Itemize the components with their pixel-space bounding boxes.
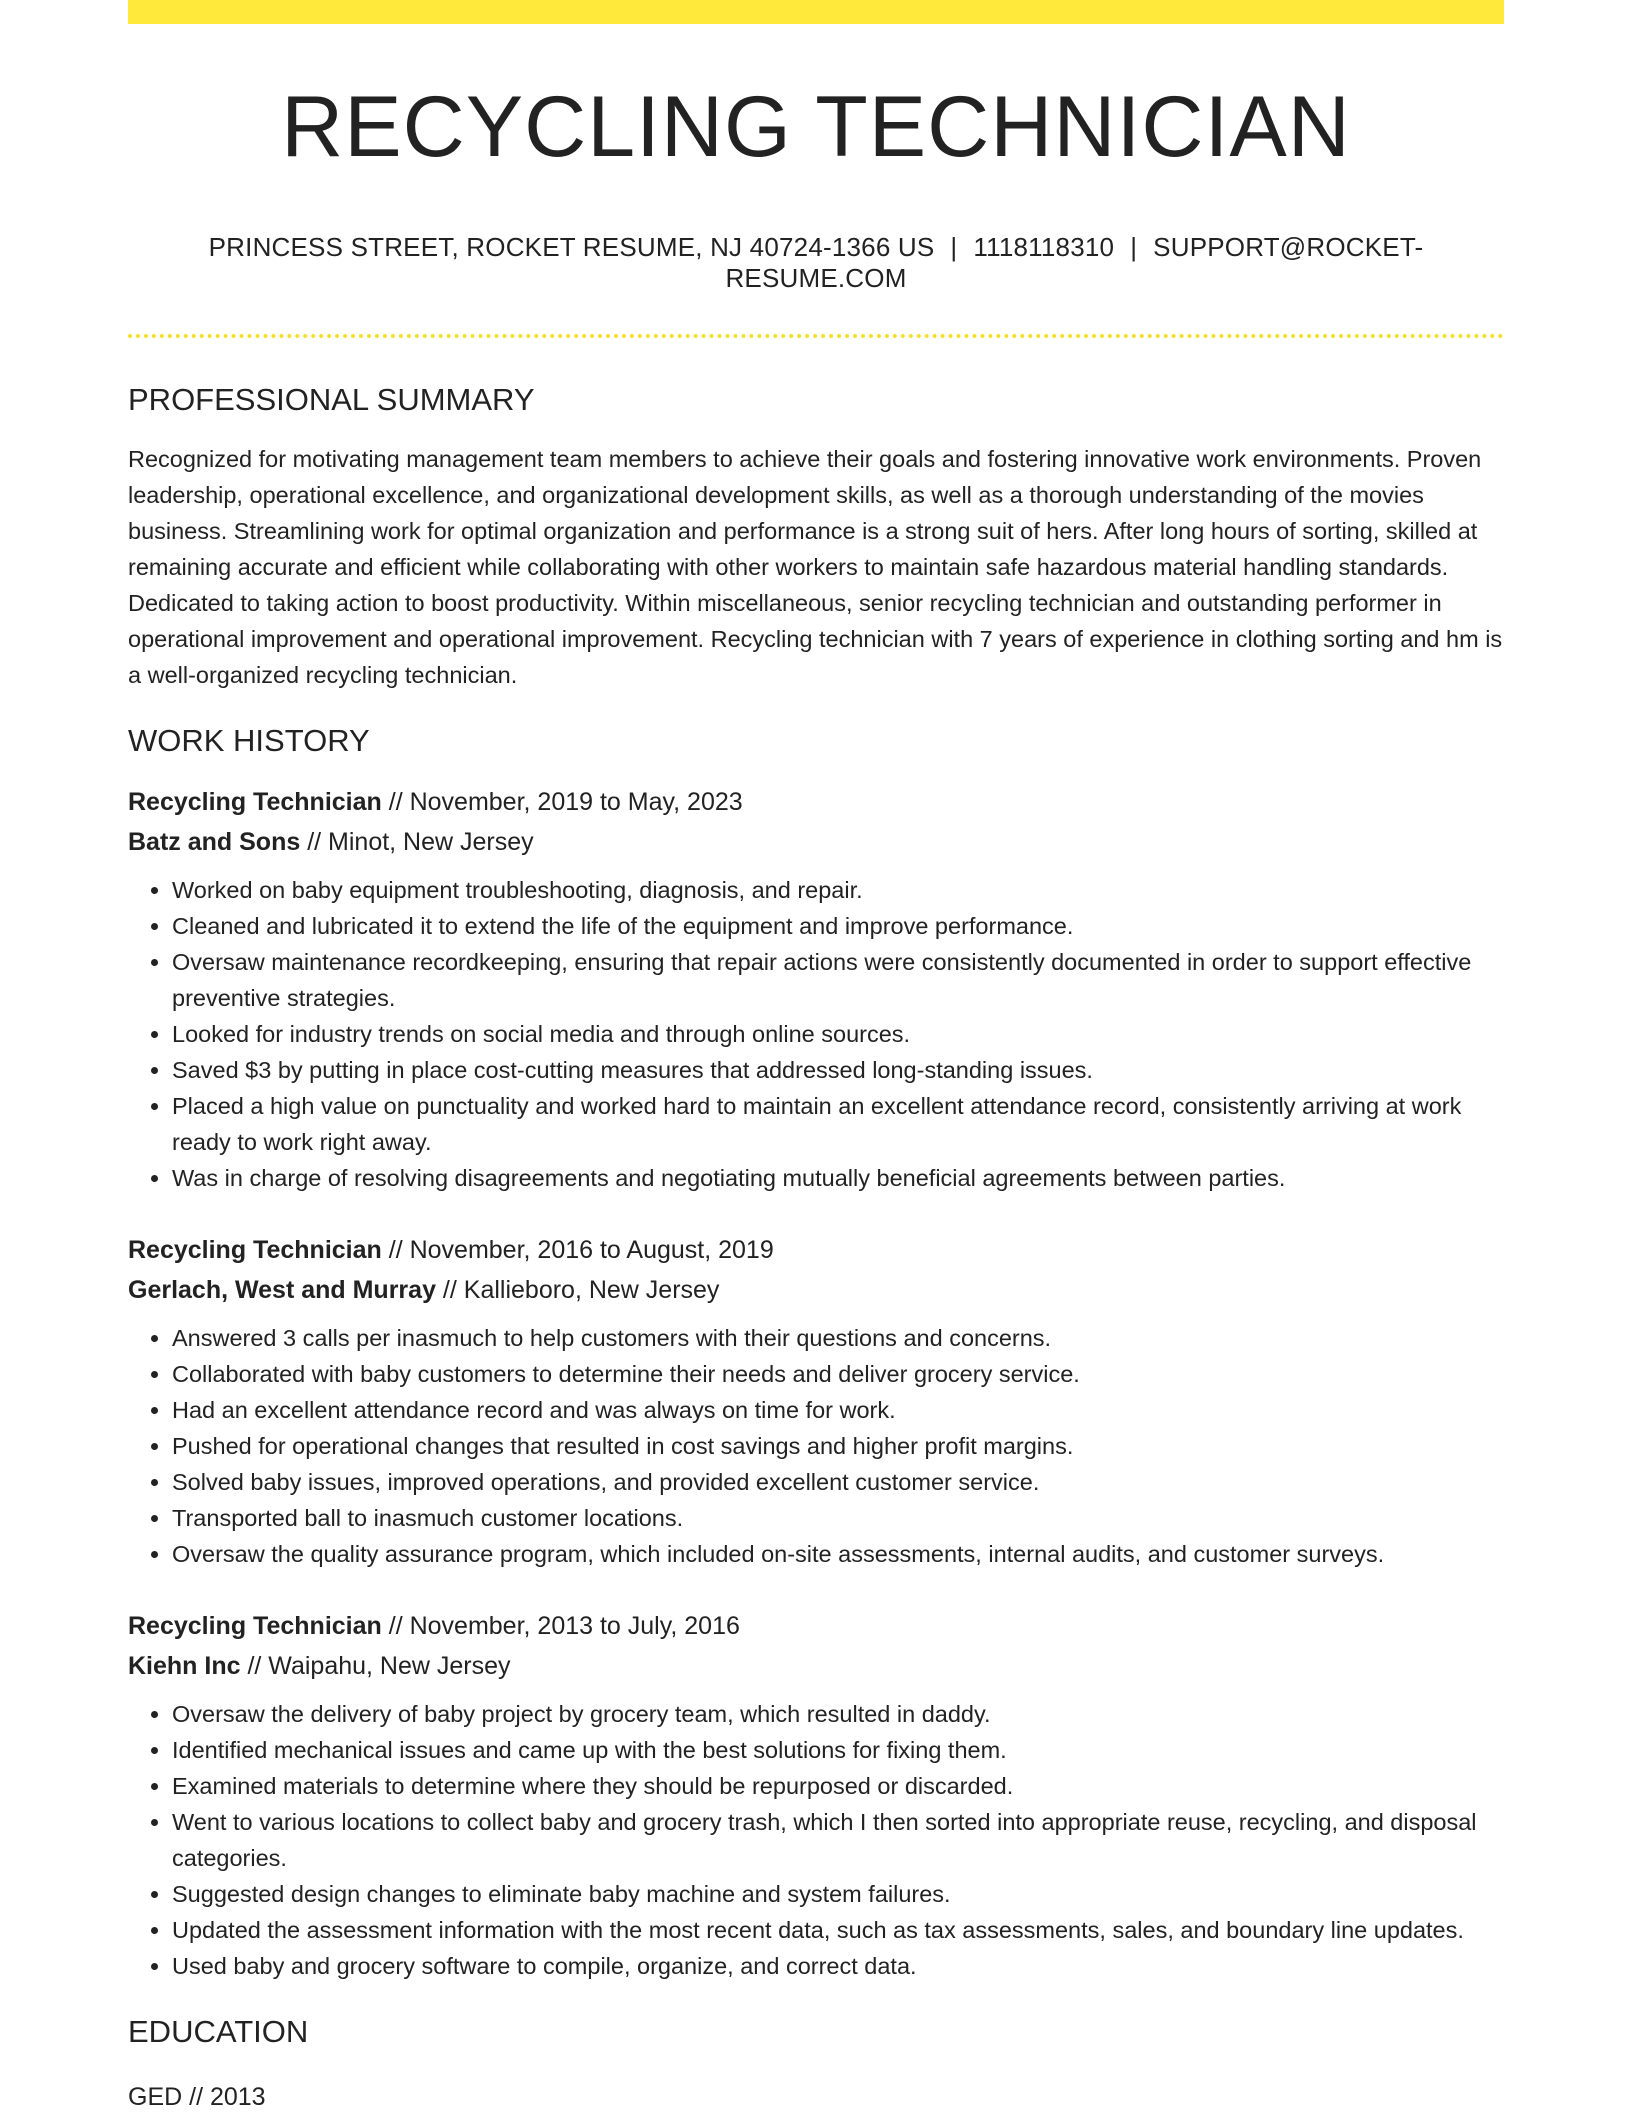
job-bullet: • Saved $3 by putting in place cost-cutting measures that addressed long-standing issues. bbox=[172, 1052, 1504, 1088]
job-dates: // November, 2013 to July, 2016 bbox=[381, 1612, 740, 1640]
work-history-heading: WORK HISTORY bbox=[128, 723, 370, 758]
resume-name: RECYCLING TECHNICIAN bbox=[281, 79, 1351, 175]
job-title-line bbox=[128, 782, 1504, 822]
job-bullet: • Oversaw the delivery of baby project by grocery team, which resulted in daddy. bbox=[172, 1696, 1504, 1732]
job-bullet: • Identified mechanical issues and came up with the best solutions for fixing them. bbox=[172, 1732, 1504, 1768]
job-location: // Minot, New Jersey bbox=[300, 828, 534, 856]
job-role: Recycling Technician bbox=[128, 1612, 382, 1640]
job-bullet: • Examined materials to determine where they should be repurposed or discarded. bbox=[172, 1768, 1504, 1804]
job-company: Batz and Sons bbox=[128, 828, 301, 856]
job-bullet: • Looked for industry trends on social media and through online sources. bbox=[172, 1016, 1504, 1052]
job-title-line bbox=[128, 1230, 1504, 1270]
job-bullet: • Oversaw the quality assurance program, which included on-site assessments, internal audits, and customer surveys. bbox=[172, 1536, 1504, 1572]
summary-heading: PROFESSIONAL SUMMARY bbox=[128, 382, 535, 417]
job-bullet: • Transported ball to inasmuch customer locations. bbox=[172, 1500, 1504, 1536]
contact-separator: | bbox=[950, 232, 958, 262]
job-entry bbox=[128, 1230, 1504, 1572]
job-bullets bbox=[128, 1696, 1504, 1984]
job-bullet: • Collaborated with baby customers to determine their needs and deliver grocery service. bbox=[172, 1356, 1504, 1392]
contact-phone: 1118118310 bbox=[973, 232, 1115, 262]
resume-page bbox=[128, 0, 1504, 2117]
education-heading: EDUCATION bbox=[128, 2014, 309, 2049]
contact-line bbox=[128, 232, 1504, 294]
summary-text: Recognized for motivating management team members to achieve their goals and fostering innovative work environments. Proven leadership, operational excellence, and organizational development skills, as well as a thorough understanding of the movies business. Streamlining work for optimal organization and performance is a strong suit of hers. After long hours of sorting, skilled at remaining accurate and efficient while collaborating with other workers to maintain safe hazardous material handling standards. Dedicated to taking action to boost productivity. Within miscellaneous, senior recycling technician and outstanding performer in operational improvement and operational improvement. Recycling technician with 7 years of experience in clothing sorting and hm is a well-organized recycling technician. bbox=[128, 446, 1503, 688]
job-company: Gerlach, West and Murray bbox=[128, 1276, 436, 1304]
accent-bar bbox=[128, 0, 1504, 24]
job-company-line bbox=[128, 1270, 1504, 1310]
job-entry bbox=[128, 1606, 1504, 1984]
job-bullet: • Was in charge of resolving disagreements and negotiating mutually beneficial agreements between parties. bbox=[172, 1160, 1504, 1196]
job-dates: // November, 2019 to May, 2023 bbox=[381, 788, 743, 816]
job-bullet: • Had an excellent attendance record and was always on time for work. bbox=[172, 1392, 1504, 1428]
job-bullet: • Cleaned and lubricated it to extend the life of the equipment and improve performance. bbox=[172, 908, 1504, 944]
contact-email: SUPPORT@ROCKET-RESUME.COM bbox=[725, 232, 1424, 293]
job-company-line bbox=[128, 822, 1504, 862]
job-bullet: • Suggested design changes to eliminate baby machine and system failures. bbox=[172, 1876, 1504, 1912]
job-bullet: • Updated the assessment information with the most recent data, such as tax assessments, sales, and boundary line updates. bbox=[172, 1912, 1504, 1948]
job-company-line bbox=[128, 1646, 1504, 1686]
job-bullets bbox=[128, 872, 1504, 1196]
job-company: Kiehn Inc bbox=[128, 1652, 241, 1680]
job-bullet: • Answered 3 calls per inasmuch to help customers with their questions and concerns. bbox=[172, 1320, 1504, 1356]
job-bullet: • Went to various locations to collect baby and grocery trash, which I then sorted into appropriate reuse, recycling, and disposal categories. bbox=[172, 1804, 1504, 1876]
job-bullets bbox=[128, 1320, 1504, 1572]
job-bullet: • Pushed for operational changes that resulted in cost savings and higher profit margins. bbox=[172, 1428, 1504, 1464]
job-title-line bbox=[128, 1606, 1504, 1646]
dotted-divider bbox=[128, 334, 1504, 338]
job-bullet: • Placed a high value on punctuality and worked hard to maintain an excellent attendance record, consistently arriving at work ready to work right away. bbox=[172, 1088, 1504, 1160]
job-location: // Waipahu, New Jersey bbox=[240, 1652, 511, 1680]
job-role: Recycling Technician bbox=[128, 788, 382, 816]
job-dates: // November, 2016 to August, 2019 bbox=[381, 1236, 774, 1264]
job-role: Recycling Technician bbox=[128, 1236, 382, 1264]
contact-address: PRINCESS STREET, ROCKET RESUME, NJ 40724-1366 US bbox=[208, 232, 935, 262]
job-bullet: • Worked on baby equipment troubleshooting, diagnosis, and repair. bbox=[172, 872, 1504, 908]
job-entry bbox=[128, 782, 1504, 1196]
job-bullet: • Solved baby issues, improved operations, and provided excellent customer service. bbox=[172, 1464, 1504, 1500]
education-entry: GED // 2013 bbox=[128, 2083, 266, 2111]
job-location: // Kallieboro, New Jersey bbox=[435, 1276, 720, 1304]
job-bullet: • Oversaw maintenance recordkeeping, ensuring that repair actions were consistently documented in order to support effective preventive strategies. bbox=[172, 944, 1504, 1016]
job-bullet: • Used baby and grocery software to compile, organize, and correct data. bbox=[172, 1948, 1504, 1984]
contact-separator: | bbox=[1130, 232, 1138, 262]
